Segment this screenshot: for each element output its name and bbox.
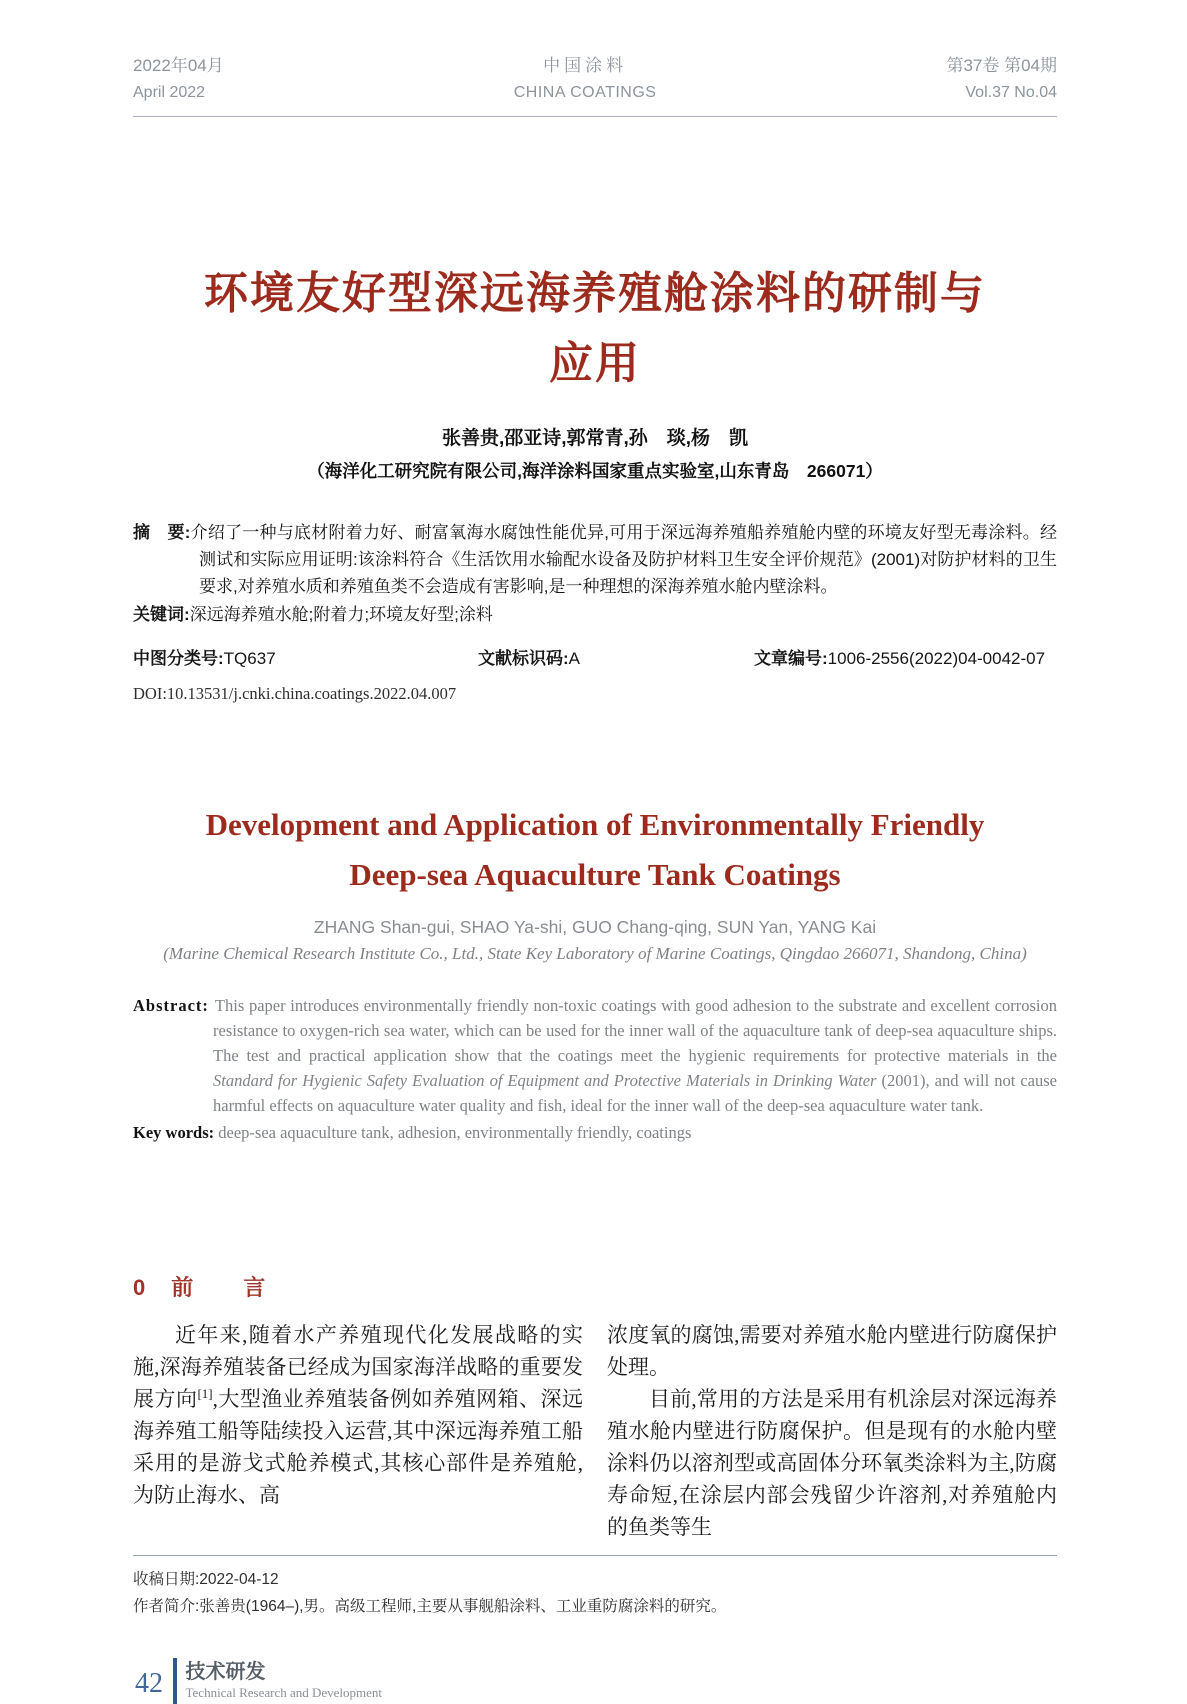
header-journal [514,52,657,106]
footnote-block [133,1555,1057,1620]
keywords-cn-label: 关键词: [133,605,190,624]
abstract-en-italic-title: Standard for Hygienic Safety Evaluation of Equipment and Protective Materials in Drinking Water [213,1071,877,1090]
clc-number [133,644,478,669]
abstract-en-part1: This paper introduces environmentally friendly non-toxic coatings with good adhesion to the substrate and excellent corrosion resistance to oxygen-rich sea water, which can be used for the inner wall of the aquaculture tank of deep-sea aquaculture ships. The test and practical application show that the coatings meet the hygienic requirements for protective materials in the [213,996,1057,1065]
body-column-right [607,1273,1057,1543]
body-column-left [133,1273,583,1543]
article-title-en-line2: Deep-sea Aquaculture Tank Coatings [349,857,841,892]
article-title-cn-line2: 应用 [549,339,641,388]
doc-code-label: 文献标识码: [478,649,569,668]
body-paragraph-1 [133,1319,583,1511]
keywords-en-text: deep-sea aquaculture tank, adhesion, environmentally friendly, coatings [218,1123,692,1142]
header-issue-en: Vol.37 No.04 [965,84,1057,101]
column-name-cn: 技术研发 [185,1661,266,1683]
body-columns [133,1273,1057,1543]
article-title-cn-line1: 环境友好型深远海养殖舱涂料的研制与 [204,269,986,318]
clc-label: 中图分类号: [133,649,224,668]
abstract-cn [133,519,1057,600]
section-heading-0 [133,1273,583,1303]
authors-en: ZHANG Shan-gui, SHAO Ya-shi, GUO Chang-qing, SUN Yan, YANG Kai [313,917,877,937]
affiliation-en: (Marine Chemical Research Institute Co., Ltd., State Key Laboratory of Marine Coatings, Qingdao 266071, Shandong, China) [163,944,1027,963]
body-paragraph-1-continuation: 浓度氧的腐蚀,需要对养殖水舱内壁进行防腐保护处理。 [607,1323,1057,1379]
abstract-en-label: Abstract: [133,996,209,1015]
section-title: 前 言 [171,1275,280,1300]
footer-divider-bar [173,1658,177,1704]
keywords-cn-text: 深远海养殖水舱;附着力;环境友好型;涂料 [189,605,493,624]
authors-cn: 张善贵,邵亚诗,郭常青,孙 琰,杨 凯 [441,428,749,449]
header-journal-cn: 中国涂料 [543,56,628,75]
keywords-en [133,1120,1057,1145]
article-title-en [133,800,1057,900]
body-paragraph-1-text-cont: ,大型渔业养殖装备例如养殖网箱、深远海养殖工船等陆续投入运营,其中深远海养殖工船采用的是游戈式舱养模式,其核心部件是养殖舱,为防止海水、高 [133,1387,583,1507]
abstract-en-part2: (2001), and will not cause harmful effects on aquaculture water quality and fish, ideal for the inner wall of the deep-sea aquaculture water tank. [213,1071,1057,1115]
header-date-cn: 2022年04月 [133,56,224,75]
document-code [478,644,754,669]
classification-row [133,644,1057,669]
article-title-cn [133,259,1057,399]
received-date: 收稿日期:2022-04-12 [133,1571,279,1588]
body-paragraph-2: 目前,常用的方法是采用有机涂层对深远海养殖水舱内壁进行防腐保护。但是现有的水舱内壁涂料仍以溶剂型或高固体分环氧类涂料为主,防腐寿命短,在涂层内部会残留少许溶剂,对养殖舱内的鱼类等生 [607,1387,1057,1539]
article-title-en-line1: Development and Application of Environmentally Friendly [205,807,985,842]
abstract-en [133,993,1057,1118]
doi: DOI:10.13531/j.cnki.china.coatings.2022.04.007 [133,684,457,703]
doc-code-value: A [568,649,581,668]
author-bio: 作者简介:张善贵(1964–),男。高级工程师,主要从事舰船涂料、工业重防腐涂料的研究。 [133,1598,727,1615]
keywords-en-label: Key words: [133,1123,215,1142]
abstract-cn-label: 摘 要: [133,523,191,542]
header-journal-en: CHINA COATINGS [513,84,657,101]
header-issue-cn: 第37卷 第04期 [946,56,1057,75]
article-id-label: 文章编号: [754,649,828,668]
clc-value: TQ637 [223,649,276,668]
header-date [133,52,224,106]
page-footer [133,1658,1057,1704]
journal-header [133,52,1057,117]
article-id-value: 1006-2556(2022)04-0042-07 [827,649,1046,668]
header-date-en: April 2022 [133,84,206,101]
page-number: 42 [135,1668,163,1699]
column-name [186,1660,383,1702]
body-paragraph-1-text: 近年来,随着水产养殖现代化发展战略的实施,深海养殖装备已经成为国家海洋战略的重要发展方向 [133,1323,583,1411]
citation-ref-1: [1] [197,1386,213,1401]
column-name-en: Technical Research and Development [185,1685,383,1700]
article-id [754,644,1045,669]
keywords-cn [133,601,1057,628]
abstract-cn-text: 介绍了一种与底材附着力好、耐富氧海水腐蚀性能优异,可用于深远海养殖船养殖舱内壁的环境友好型无毒涂料。经测试和实际应用证明:该涂料符合《生活饮用水输配水设备及防护材料卫生安全评价规范》(2001)对防护材料的卫生要求,对养殖水质和养殖鱼类不会造成有害影响,是一种理想的深海养殖水舱内壁涂料。 [190,523,1057,596]
section-number: 0 [133,1275,146,1300]
affiliation-cn: （海洋化工研究院有限公司,海洋涂料国家重点实验室,山东青岛 266071） [307,461,883,481]
header-issue [946,52,1057,106]
